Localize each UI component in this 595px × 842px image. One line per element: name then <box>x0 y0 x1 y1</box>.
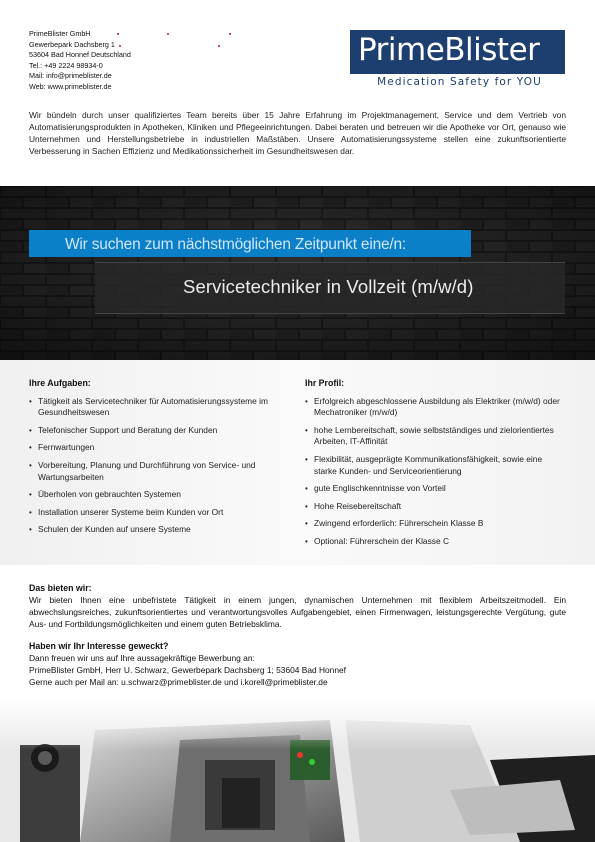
profile-list <box>305 396 560 548</box>
list-item: • Fernwartungen <box>29 442 274 454</box>
bottom-section <box>29 582 566 688</box>
offer-heading: Das bieten wir: <box>29 583 92 593</box>
job-title-bar <box>95 262 565 314</box>
email-address[interactable]: Mail: info@primeblister.de <box>29 71 112 81</box>
list-item: • Vorbereitung, Planung und Durchführung von Service- und Wartungsarbeiten <box>29 460 274 483</box>
tasks-column <box>29 378 274 542</box>
decor-dot <box>229 33 231 35</box>
job-title: Servicetechniker in Vollzeit (m/w/d) <box>183 276 474 297</box>
decor-dot <box>167 33 169 35</box>
list-item: • Installation unserer Systeme beim Kunden vor Ort <box>29 507 274 519</box>
city-country: 53604 Bad Honnef Deutschland <box>29 50 131 60</box>
tasks-list <box>29 396 274 536</box>
logo-tagline: Medication Safety for YOU <box>377 76 542 88</box>
logo-box <box>350 30 565 74</box>
application-address: PrimeBlister GmbH, Herr U. Schwarz, Gewerbepark Dachsberg 1; 53604 Bad Honnef <box>29 665 346 675</box>
company-name: PrimeBlister GmbH <box>29 29 91 38</box>
offer-text: Wir bieten Ihnen eine unbefristete Tätigkeit in einem jungen, dynamischen Unternehmen mit flexiblem Arbeitszeitmodell. Ein abwechslungsreiches, zukunftsorientiertes und verantwortungsvolles Aufgabengebiet, einen Firmenwagen, leistungsgerechte Vergütung, gute Aus- und Fortbildungsmöglichkeiten und einem guten Betriebsklima. <box>29 595 566 629</box>
list-item: • gute Englischkenntnisse von Vorteil <box>305 483 560 495</box>
decor-dot <box>117 33 119 35</box>
company-logo <box>350 30 565 92</box>
blister-machine-image <box>0 700 595 842</box>
logo-brand-text: PrimeBlister <box>358 32 540 68</box>
list-item: • Tätigkeit als Servicetechniker für Automatisierungssysteme im Gesundheitswesen <box>29 396 274 419</box>
list-item: • Telefonischer Support und Beratung der Kunden <box>29 425 274 437</box>
list-item: • Optional: Führerschein der Klasse C <box>305 536 560 548</box>
list-item: • Zwingend erforderlich: Führerschein Klasse B <box>305 518 560 530</box>
contact-block <box>29 29 131 93</box>
profile-column <box>305 378 560 554</box>
phone-number: Tel.: +49 2224 98934-0 <box>29 60 103 70</box>
list-item: • hohe Lernbereitschaft, sowie selbstständiges und zielorientiertes Arbeiten, IT-Affinität <box>305 425 560 448</box>
website-address[interactable]: Web: www.primeblister.de <box>29 81 112 91</box>
application-emails[interactable]: Gerne auch per Mail an: u.schwarz@primeblister.de und i.korell@primeblister.de <box>29 677 328 687</box>
list-item: • Schulen der Kunden auf unsere Systeme <box>29 524 274 536</box>
decor-dot <box>119 45 121 47</box>
interest-heading: Haben wir Ihr Interesse geweckt? <box>29 641 169 651</box>
profile-heading: Ihr Profil: <box>305 378 345 388</box>
interest-line: Dann freuen wir uns auf Ihre aussagekräftige Bewerbung an: <box>29 653 255 663</box>
decor-dot <box>218 45 220 47</box>
search-heading: Wir suchen zum nächstmöglichen Zeitpunkt eine/n: <box>65 236 407 253</box>
list-item: • Flexibilität, ausgeprägte Kommunikationsfähigkeit, sowie eine starke Kunden- und Serviceorientierung <box>305 454 560 477</box>
search-heading-bar <box>29 230 471 257</box>
list-item: • Überholen von gebrauchten Systemen <box>29 489 274 501</box>
list-item: • Erfolgreich abgeschlossene Ausbildung als Elektriker (m/w/d) oder Mechatroniker (m/w/d) <box>305 396 560 419</box>
tasks-heading: Ihre Aufgaben: <box>29 378 91 388</box>
list-item: • Hohe Reisebereitschaft <box>305 501 560 513</box>
intro-paragraph: Wir bündeln durch unser qualifiziertes Team bereits über 15 Jahre Erfahrung im Projektmanagement, Service und dem Vertrieb von Automatisierungsprodukten in Apotheken, Kliniken und Pflegeeinrichtungen. Dabei beraten und betreuen wir die Apotheke vor Ort, genauso wie Unternehmen und Herstellungsbetriebe in industriellen Maßstäben. Unsere Automatisierungssysteme stellen eine zukunftsorientierte Verbesserung in Sachen Effizienz und Medikationssicherheit im Gesundheitswesen dar. <box>29 110 566 156</box>
street-address: Gewerbepark Dachsberg 1 <box>29 39 115 49</box>
